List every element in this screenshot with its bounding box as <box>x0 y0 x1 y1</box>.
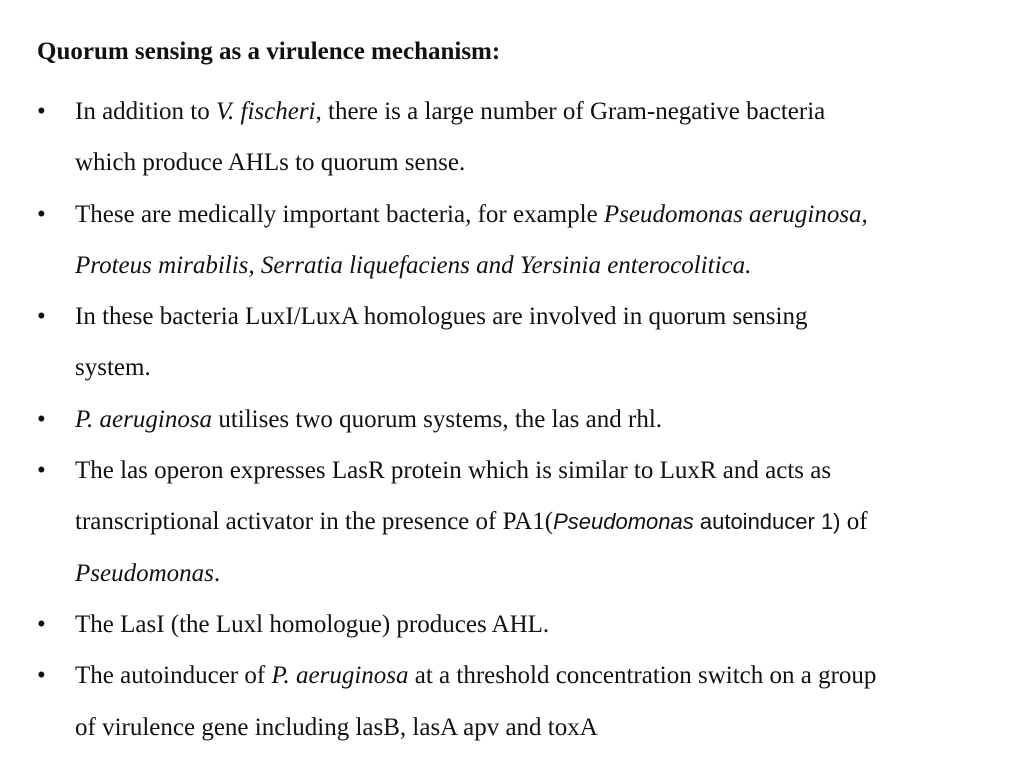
species-name: P. aeruginosa <box>271 662 409 690</box>
bullet-line <box>75 137 997 188</box>
species-name: V. fischeri <box>215 98 316 125</box>
bullet-dot-icon: • <box>37 610 46 638</box>
bullet-line <box>75 342 997 393</box>
slide-title: Quorum sensing as a virulence mechanism: <box>37 38 501 65</box>
bullet-dot-icon: • <box>37 662 46 690</box>
bullet-line <box>75 394 997 445</box>
text-run: In addition to <box>75 98 216 125</box>
species-name: P. aeruginosa <box>75 405 213 433</box>
text-run: The las operon expresses LasR protein which is similar to LuxR and acts as <box>75 457 832 485</box>
species-name: Proteus mirabilis, Serratia liquefaciens and Yersinia enterocolitica. <box>75 251 752 279</box>
text-run: of virulence gene including lasB, lasA apv and toxA <box>75 713 598 741</box>
bullet-line <box>75 240 997 291</box>
bullet-line <box>75 189 997 240</box>
bullet-line <box>75 650 997 701</box>
text-run: The LasI (the Luxl homologue) produces AHL. <box>75 610 550 638</box>
bullet-dot-icon: • <box>37 405 46 433</box>
bullet-dot-icon: • <box>37 98 46 125</box>
species-name: Pseudomonas <box>553 509 694 535</box>
bullet-item-4 <box>37 394 997 445</box>
text-run: at a threshold concentration switch on a group <box>408 662 877 690</box>
bullet-line <box>75 496 997 547</box>
bullet-line <box>75 702 997 753</box>
bullet-dot-icon: • <box>37 303 46 331</box>
bullet-dot-icon: • <box>37 457 46 485</box>
text-run: utilises two quorum systems, the las and rhl. <box>212 405 663 433</box>
text-run: system. <box>75 354 151 382</box>
bullet-dot-icon: • <box>37 200 46 228</box>
text-run: of <box>840 508 868 536</box>
bullet-line <box>75 548 997 599</box>
bullet-item-3 <box>37 291 997 394</box>
bullet-line <box>75 445 997 496</box>
text-run: The autoinducer of <box>75 662 272 690</box>
bullet-item-2 <box>37 189 997 292</box>
bullet-list <box>37 86 997 753</box>
text-run: which produce AHLs to quorum sense. <box>75 149 466 177</box>
species-name: Pseudomonas aeruginosa, <box>603 200 868 228</box>
text-run: . <box>213 559 221 587</box>
bullet-line <box>75 291 997 342</box>
text-run: , there is a large number of Gram-negative bacteria <box>315 98 826 125</box>
bullet-line <box>75 86 997 137</box>
species-name: Pseudomonas <box>75 559 214 587</box>
text-run: In these bacteria LuxI/LuxA homologues are involved in quorum sensing <box>75 303 808 331</box>
bullet-item-6 <box>37 599 997 650</box>
text-run: autoinducer 1) <box>693 509 841 535</box>
bullet-item-5 <box>37 445 997 599</box>
text-run: transcriptional activator in the presence of PA1( <box>75 508 554 536</box>
bullet-item-7 <box>37 650 997 753</box>
bullet-item-1 <box>37 86 997 189</box>
text-run: These are medically important bacteria, for example <box>75 200 604 228</box>
bullet-line <box>75 599 997 650</box>
